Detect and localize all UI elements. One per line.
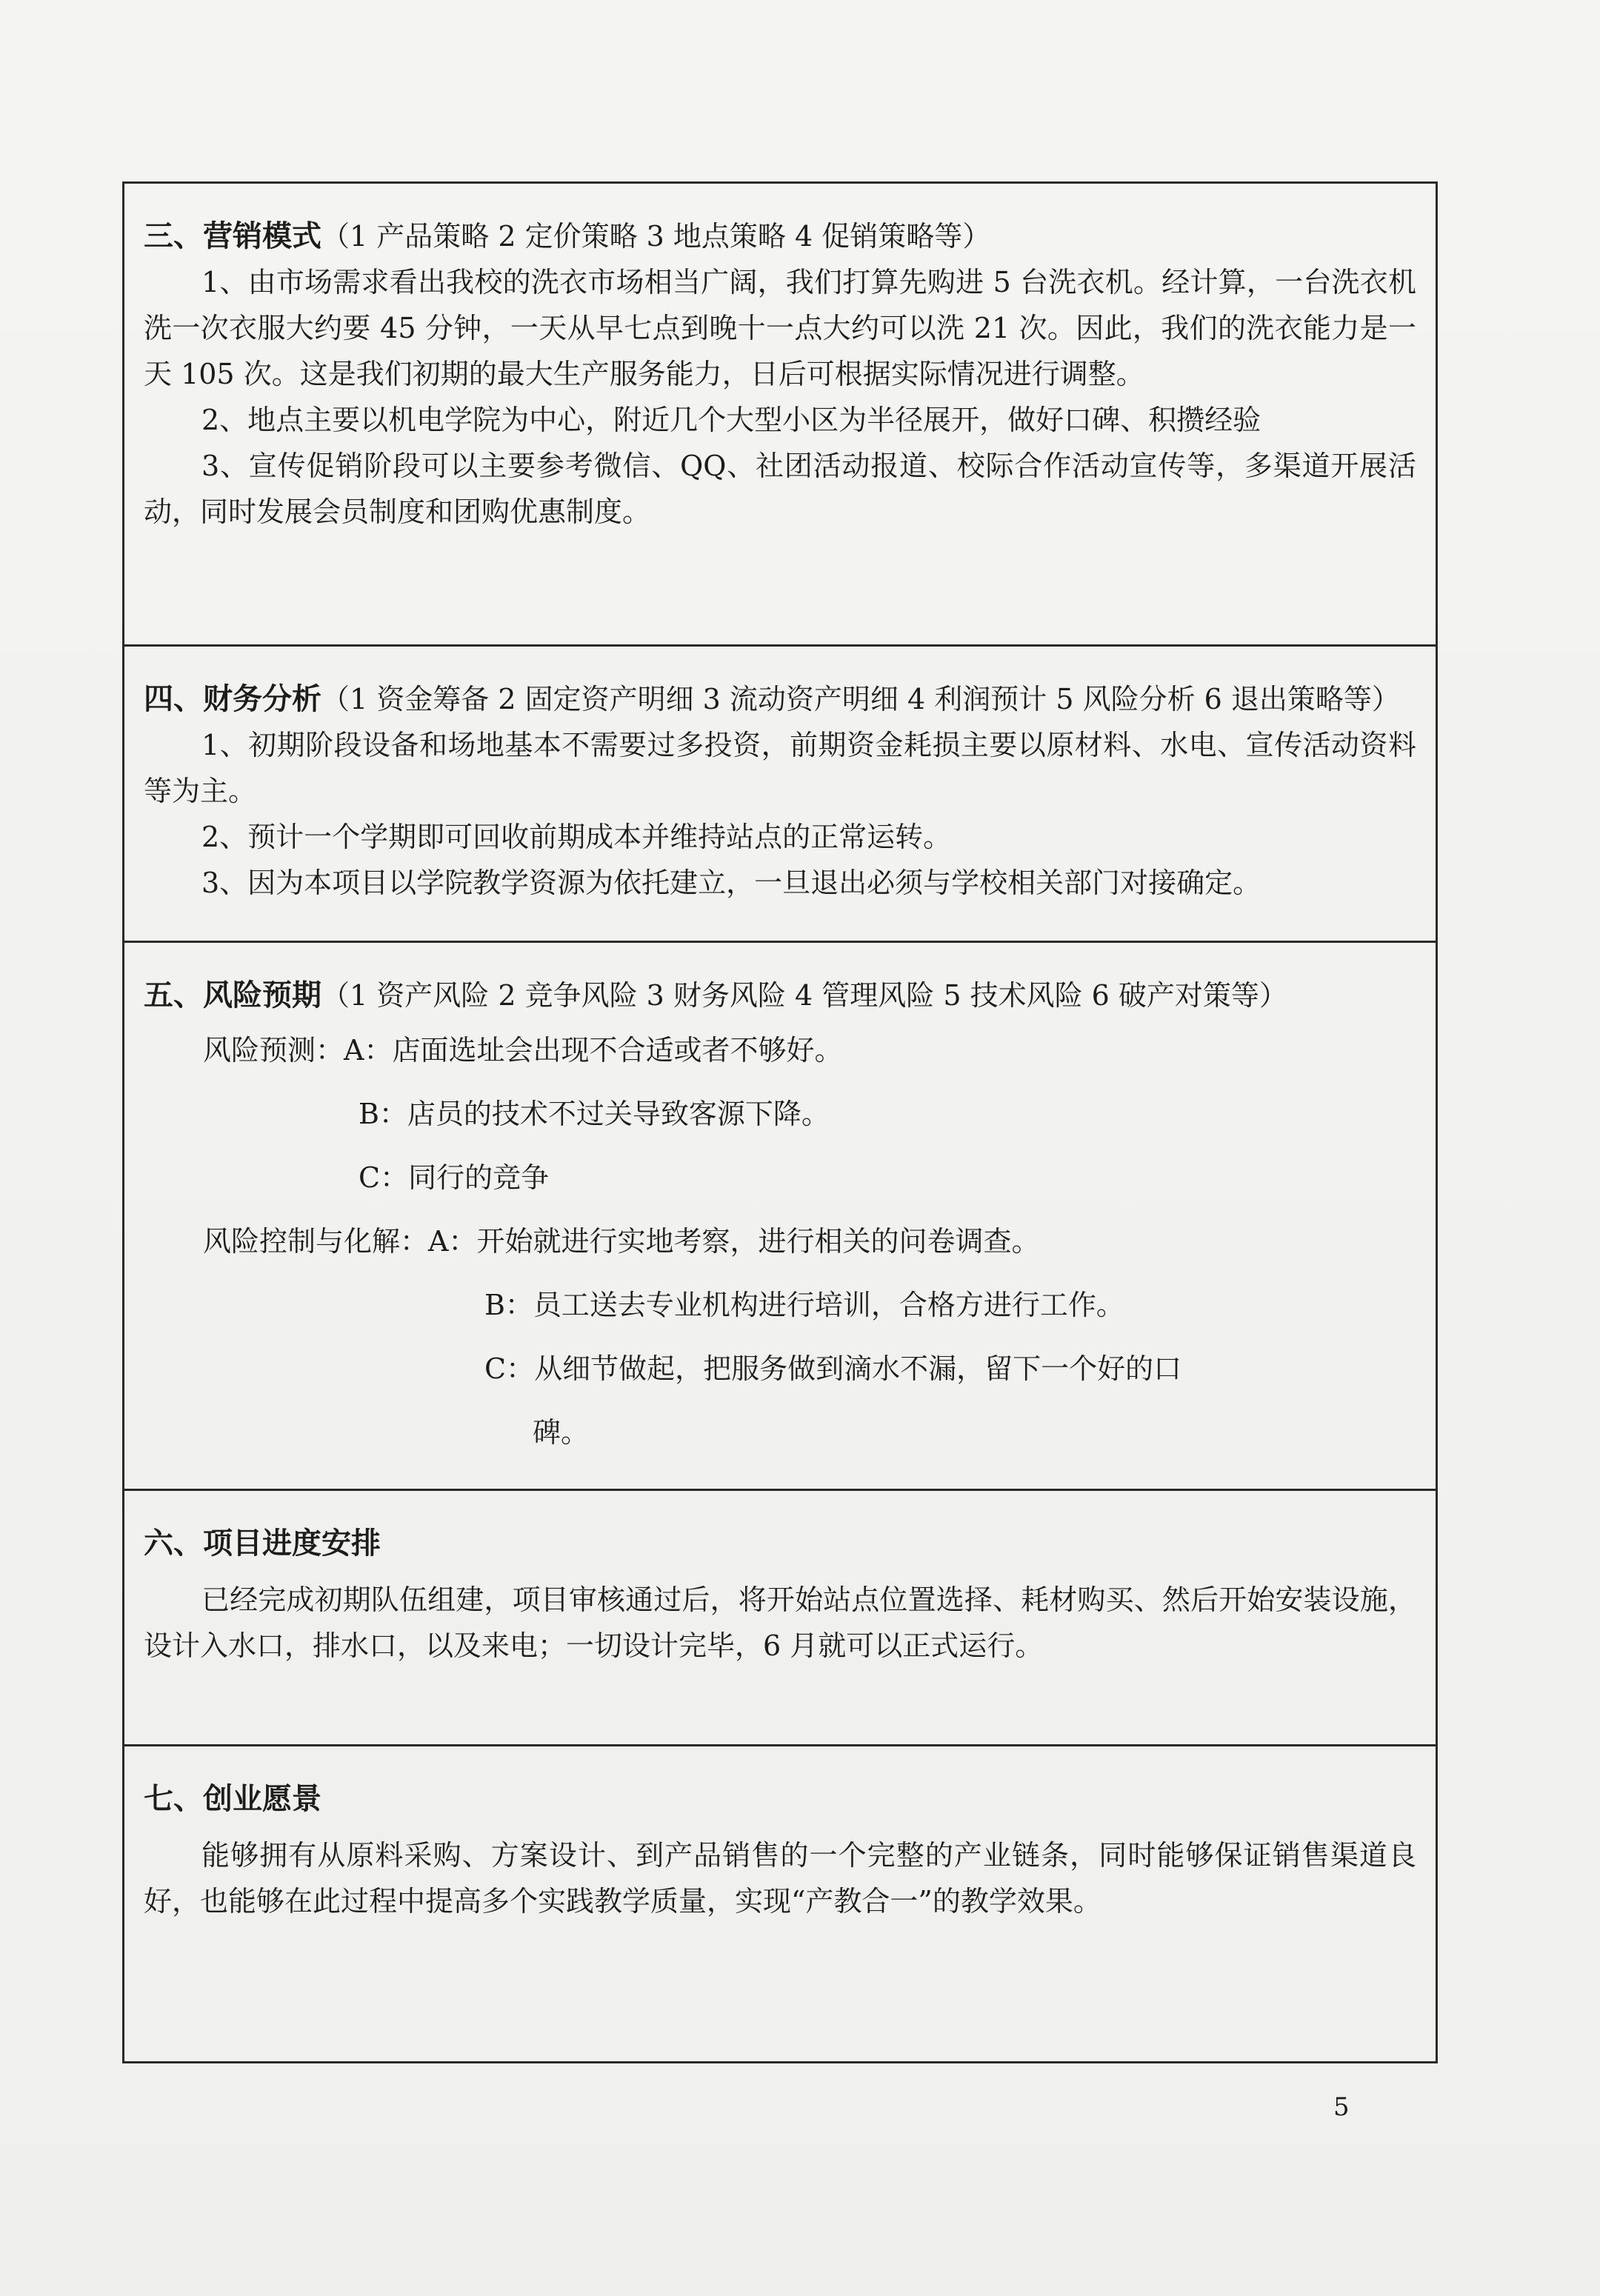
paragraph: 能够拥有从原料采购、方案设计、到产品销售的一个完整的产业链条，同时能够保证销售渠道良好，也能够在此过程中提高多个实践教学质量，实现“产教合一”的教学效果。 [144,1839,1416,1918]
section-title [144,1776,1416,1822]
section-marketing [124,184,1436,647]
paragraph: 2、地点主要以机电学院为中心，附近几个大型小区为半径展开，做好口碑、积攒经验 [201,404,1261,436]
section-subheading: （1 资金筹备 2 固定资产明细 3 流动资产明细 4 利润预计 5 风险分析 6 退出策略等） [321,683,1400,715]
section-finance [124,647,1436,943]
risk-control-item: C：从细节做起，把服务做到滴水不漏，留下一个好的口 [484,1352,1182,1385]
section-vision [124,1746,1436,2061]
page-number: 5 [1333,2092,1350,2122]
risk-forecast-item: B：店员的技术不过关导致客源下降。 [359,1098,830,1130]
section-title [144,1521,1416,1566]
section-heading: 五、风险预期 [144,978,321,1012]
risk-forecast-item: C：同行的竞争 [359,1161,550,1194]
risk-control-row [144,1209,1416,1273]
risk-forecast-row [144,1018,1416,1082]
paragraph: 已经完成初期队伍组建，项目审核通过后，将开始站点位置选择、耗材购买、然后开始安装设施，设计入水口，排水口，以及来电；一切设计完毕，6 月就可以正式运行。 [144,1583,1416,1662]
risk-forecast-item: A：店面选址会出现不合适或者不够好。 [344,1034,843,1067]
paragraph: 3、宣传促销阶段可以主要参考微信、QQ、社团活动报道、校际合作活动宣传等，多渠道开展活动，同时发展会员制度和团购优惠制度。 [144,450,1416,528]
paragraph: 1、初期阶段设备和场地基本不需要过多投资，前期资金耗损主要以原材料、水电、宣传活动资料等为主。 [144,729,1416,807]
section-heading: 七、创业愿景 [144,1782,321,1816]
section-risk [124,943,1436,1491]
risk-control-label: 风险控制与化解： [203,1225,429,1258]
paragraph: 3、因为本项目以学院教学资源为依托建立，一旦退出必须与学校相关部门对接确定。 [201,867,1261,899]
section-heading: 四、财务分析 [144,682,321,716]
risk-control-item: 碑。 [533,1416,590,1449]
risk-control-item: B：员工送去专业机构进行培训，合格方进行工作。 [484,1289,1124,1321]
paragraph: 2、预计一个学期即可回收前期成本并维持站点的正常运转。 [201,821,952,853]
paragraph: 1、由市场需求看出我校的洗衣市场相当广阔，我们打算先购进 5 台洗衣机。经计算，一台洗衣机洗一次衣服大约要 45 分钟，一天从早七点到晚十一点大约可以洗 21 次。因此，我们的洗衣能力是一天 105 次。这是我们初期的最大生产服务能力，日后可根据实际情况进行调整。 [144,266,1416,390]
section-heading: 六、项目进度安排 [144,1526,381,1561]
section-title [144,972,1416,1018]
section-heading: 三、营销模式 [144,219,321,253]
risk-forecast-label: 风险预测： [203,1034,344,1067]
section-subheading: （1 资产风险 2 竞争风险 3 财务风险 4 管理风险 5 技术风险 6 破产对策等） [321,979,1287,1012]
form-table [122,181,1438,2063]
section-schedule [124,1491,1436,1746]
section-subheading: （1 产品策略 2 定价策略 3 地点策略 4 促销策略等） [321,220,991,253]
section-title [144,676,1416,722]
risk-control-item: A：开始就进行实地考察，进行相关的问卷调查。 [428,1225,1040,1258]
section-title [144,213,1416,259]
